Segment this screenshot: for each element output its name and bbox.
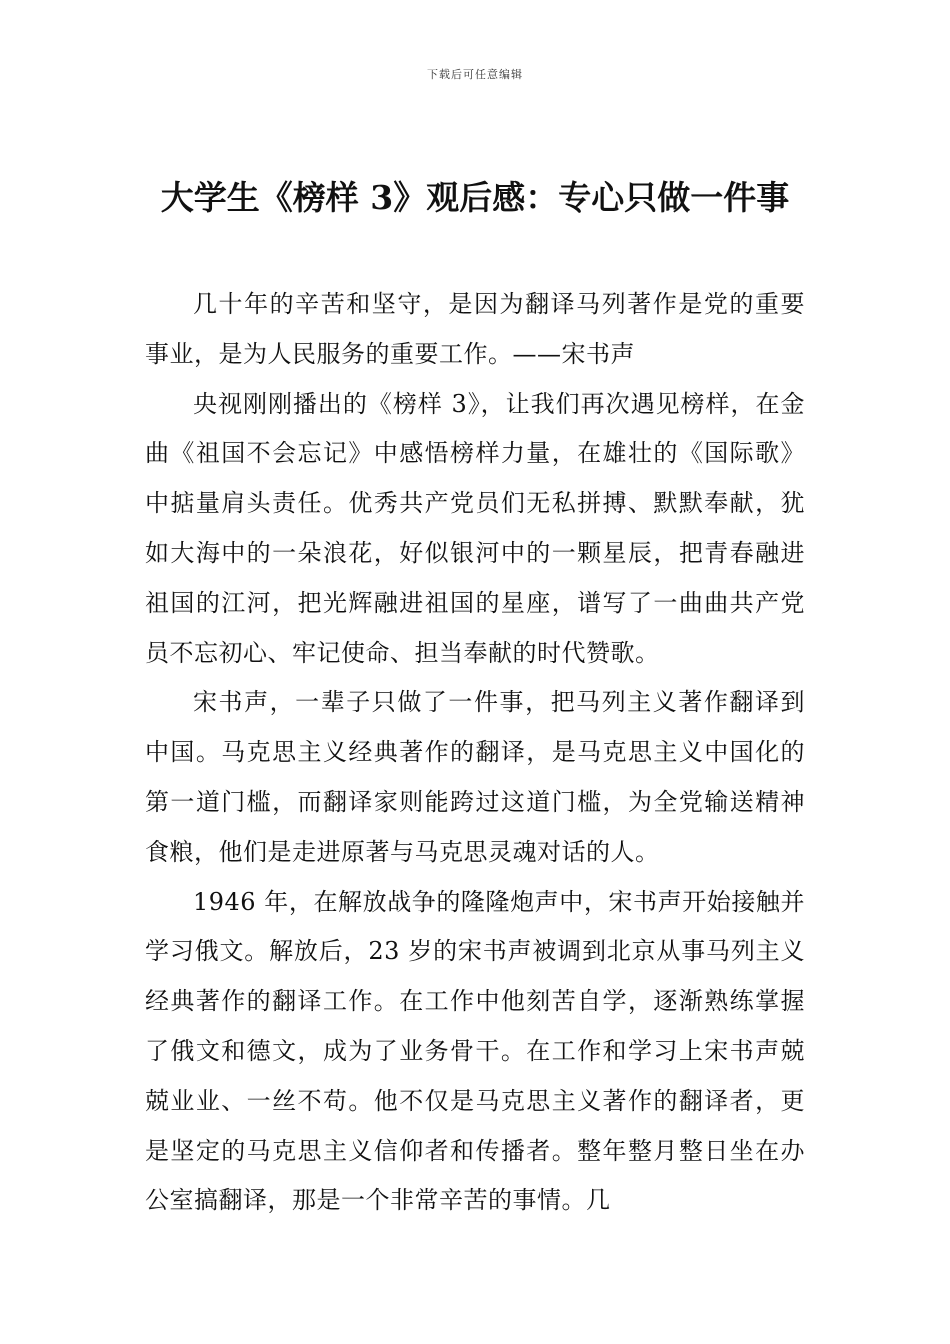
paragraph-song-shusheng: 宋书声，一辈子只做了一件事，把马列主义著作翻译到中国。马克思主义经典著作的翻译，是马克思主义中国化的第一道门槛，而翻译家则能跨过这道门槛，为全党输送精神食粮，他们是走进原著与马克思灵魂对话的人。 [145, 688, 805, 866]
paragraph-history: 1946 年，在解放战争的隆隆炮声中，宋书声开始接触并学习俄文。解放后，23 岁的宋书声被调到北京从事马列主义经典著作的翻译工作。在工作中他刻苦自学，逐渐熟练掌握了俄文和德文，成为了业务骨干。在工作和学习上宋书声兢兢业业、一丝不苟。他不仅是马克思主义著作的翻译者，更是坚定的马克思主义信仰者和传播者。整年整月整日坐在办公室搞翻译，那是一个非常辛苦的事情。几 [145, 887, 805, 1215]
document-title: 大学生《榜样 3》观后感：专心只做一件事 [160, 178, 790, 217]
paragraph-intro: 央视刚刚播出的《榜样 3》，让我们再次遇见榜样，在金曲《祖国不会忘记》中感悟榜样力量，在雄壮的《国际歌》中掂量肩头责任。优秀共产党员们无私拼搏、默默奉献，犹如大海中的一朵浪花，好似银河中的一颗星辰，把青春融进祖国的江河，把光辉融进祖国的星座，谱写了一曲曲共产党员不忘初心、牢记使命、担当奉献的时代赞歌。 [145, 389, 805, 667]
header-note: 下载后可任意编辑 [427, 68, 523, 81]
paragraph-quote: 几十年的辛苦和坚守，是因为翻译马列著作是党的重要事业，是为人民服务的重要工作。——宋书声 [145, 290, 805, 368]
document-body [145, 280, 805, 1226]
